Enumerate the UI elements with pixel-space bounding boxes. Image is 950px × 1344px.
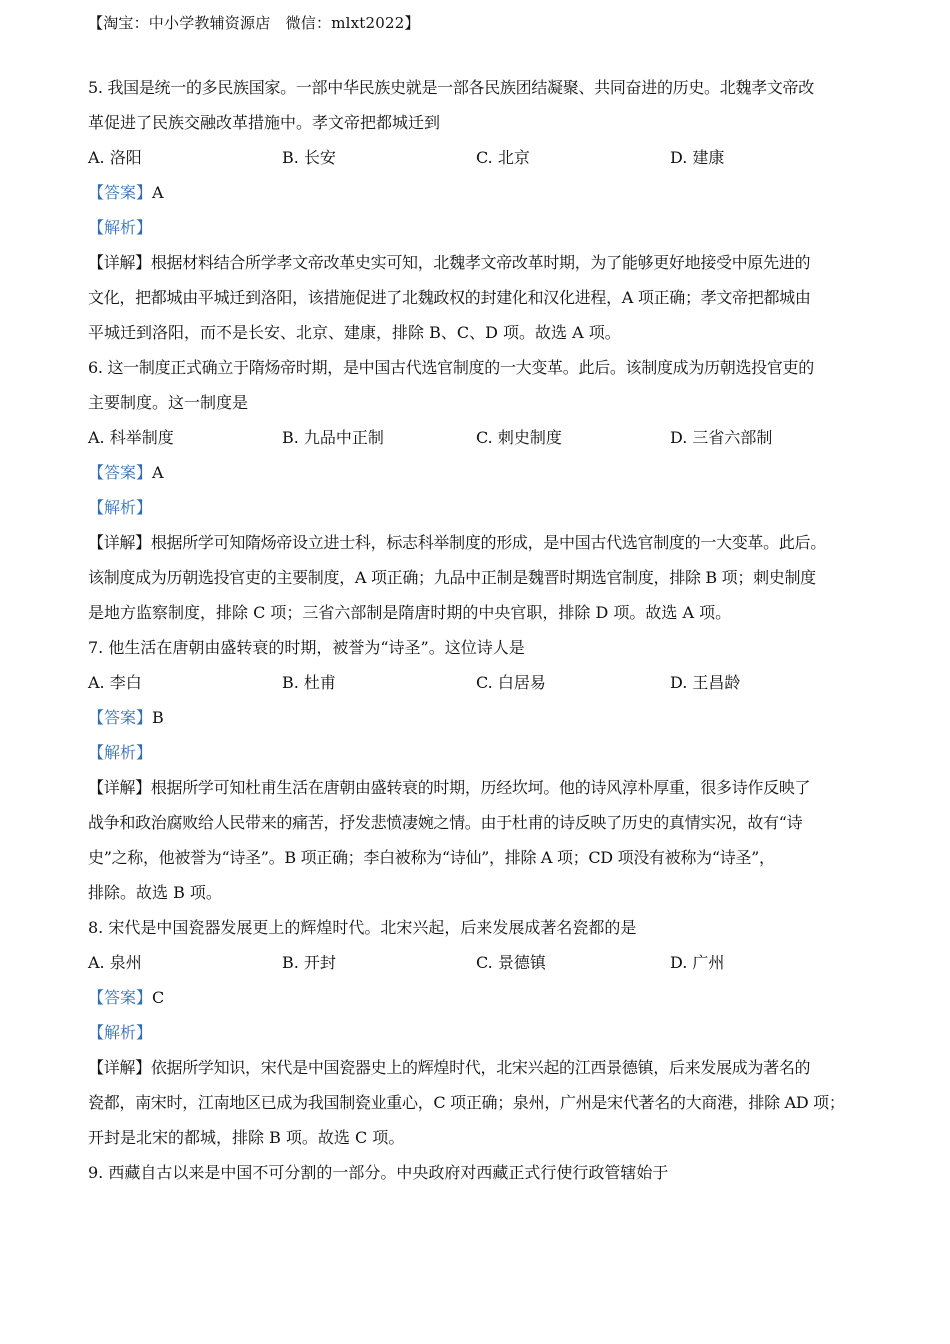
answer-label: 【答案】	[88, 988, 153, 1007]
q6-detail-line-2: 该制度成为历朝选投官吏的主要制度，A 项正确；九品中正制是魏晋时期选官制度，排除 B 项；刺史制度	[88, 568, 816, 587]
q8-option-c: C. 景德镇	[476, 953, 546, 972]
q8-answer-value: C	[152, 988, 165, 1007]
analysis-label: 【解析】	[88, 1023, 153, 1042]
q6-options	[88, 420, 878, 455]
q9-stem-line-1: 9. 西藏自古以来是中国不可分割的一部分。中央政府对西藏正式行使行政管辖始于	[88, 1163, 669, 1182]
q6-analysis	[88, 490, 878, 525]
q6-option-d: D. 三省六部制	[670, 428, 773, 447]
q8-option-b: B. 开封	[282, 953, 336, 972]
q6-stem-line-2: 主要制度。这一制度是	[88, 393, 249, 412]
analysis-label: 【解析】	[88, 498, 153, 517]
q6-answer-value: A	[152, 463, 164, 482]
q8-analysis	[88, 1015, 878, 1050]
q7-option-b: B. 杜甫	[282, 673, 336, 692]
q7-answer-value: B	[152, 708, 164, 727]
detail-label: 【详解】	[88, 533, 151, 552]
page-header: 【淘宝：中小学教辅资源店 微信：mlxt2022】	[88, 14, 420, 32]
q5-option-a: A. 洛阳	[88, 148, 142, 167]
q8-detail-line-3: 开封是北宋的都城，排除 B 项。故选 C 项。	[88, 1128, 405, 1147]
q5-option-d: D. 建康	[670, 148, 725, 167]
q7-option-a: A. 李白	[88, 673, 142, 692]
detail-label: 【详解】	[88, 1058, 151, 1077]
q5-option-c: C. 北京	[476, 148, 530, 167]
q8-answer	[88, 980, 878, 1015]
q5-option-b: B. 长安	[282, 148, 336, 167]
q7-detail-line-2: 战争和政治腐败给人民带来的痛苦，抒发悲愤凄婉之情。由于杜甫的诗反映了历史的真情实况，故有“诗	[88, 813, 803, 832]
analysis-label: 【解析】	[88, 743, 153, 762]
q6-answer	[88, 455, 878, 490]
question-list	[88, 70, 878, 1190]
q7-option-c: C. 白居易	[476, 673, 546, 692]
q6-detail-line-1: 【详解】根据所学可知隋炀帝设立进士科，标志科举制度的形成，是中国古代选官制度的一大变革。此后。	[88, 533, 826, 552]
q5-options	[88, 140, 878, 175]
q5-stem-line-1: 5. 我国是统一的多民族国家。一部中华民族史就是一部各民族团结凝聚、共同奋进的历史。北魏孝文帝改	[88, 78, 814, 97]
q7-detail-line-1: 【详解】根据所学可知杜甫生活在唐朝由盛转衰的时期，历经坎坷。他的诗风淳朴厚重，很多诗作反映了	[88, 778, 811, 797]
detail-label: 【详解】	[88, 778, 151, 797]
q5-detail-line-3: 平城迁到洛阳，而不是长安、北京、建康，排除 B、C、D 项。故选 A 项。	[88, 323, 621, 342]
q8-options	[88, 945, 878, 980]
q5-analysis	[88, 210, 878, 245]
q5-detail-line-2: 文化，把都城由平城迁到洛阳，该措施促进了北魏政权的封建化和汉化进程，A 项正确；孝文帝把都城由	[88, 288, 811, 307]
detail-label: 【详解】	[88, 253, 151, 272]
q6-option-c: C. 刺史制度	[476, 428, 562, 447]
analysis-label: 【解析】	[88, 218, 153, 237]
q6-detail-line-3: 是地方监察制度，排除 C 项；三省六部制是隋唐时期的中央官职，排除 D 项。故选 A 项。	[88, 603, 732, 622]
q8-option-a: A. 泉州	[88, 953, 142, 972]
q7-options	[88, 665, 878, 700]
q7-option-d: D. 王昌龄	[670, 673, 741, 692]
q7-detail-line-4: 排除。故选 B 项。	[88, 883, 222, 902]
q5-answer	[88, 175, 878, 210]
q5-stem-line-2: 革促进了民族交融改革措施中。孝文帝把都城迁到	[88, 113, 441, 132]
q7-detail-line-3: 史”之称，他被誉为“诗圣”。B 项正确；李白被称为“诗仙”，排除 A 项；CD 项没有被称为“诗圣”，	[88, 848, 775, 867]
answer-label: 【答案】	[88, 183, 153, 202]
answer-label: 【答案】	[88, 463, 153, 482]
q8-detail-line-2: 瓷都，南宋时，江南地区已成为我国制瓷业重心，C 项正确；泉州，广州是宋代著名的大商港，排除 AD 项；	[88, 1093, 845, 1112]
q8-stem-line-1: 8. 宋代是中国瓷器发展更上的辉煌时代。北宋兴起，后来发展成著名瓷都的是	[88, 918, 637, 937]
answer-label: 【答案】	[88, 708, 153, 727]
q7-analysis	[88, 735, 878, 770]
q8-option-d: D. 广州	[670, 953, 725, 972]
q8-detail-line-1: 【详解】依据所学知识，宋代是中国瓷器史上的辉煌时代，北宋兴起的江西景德镇，后来发展成为著名的	[88, 1058, 811, 1077]
q5-answer-value: A	[152, 183, 164, 202]
q6-option-a: A. 科举制度	[88, 428, 174, 447]
q7-answer	[88, 700, 878, 735]
q7-stem-line-1: 7. 他生活在唐朝由盛转衰的时期，被誉为“诗圣”。这位诗人是	[88, 638, 525, 657]
q6-option-b: B. 九品中正制	[282, 428, 384, 447]
q5-detail-line-1: 【详解】根据材料结合所学孝文帝改革史实可知，北魏孝文帝改革时期，为了能够更好地接受中原先进的	[88, 253, 811, 272]
q6-stem-line-1: 6. 这一制度正式确立于隋炀帝时期，是中国古代选官制度的一大变革。此后。该制度成为历朝选投官吏的	[88, 358, 814, 377]
